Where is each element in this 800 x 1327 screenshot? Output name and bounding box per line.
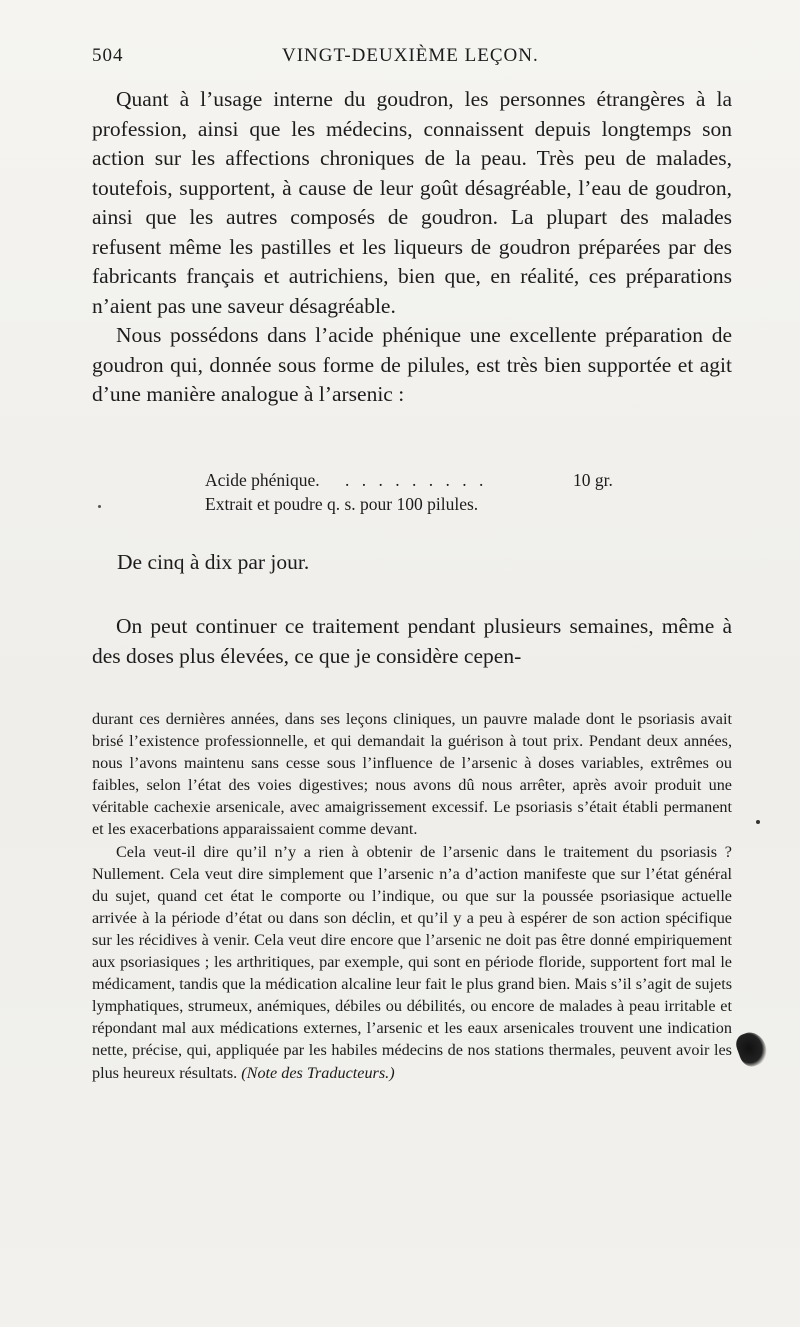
paragraph-phenic-acid: Nous possédons dans l’acide phénique une excellente préparation de goudron qui, donnée sous forme de pilules, est très bien supportée et agit d’une manière analogue à l’arsenic : <box>92 323 732 406</box>
paragraph-tar-internal-use: Quant à l’usage interne du goudron, les personnes étrangères à la profession, ainsi que les médecins, connaissent depuis longtemps son action sur les affections chroniques de la peau. Très peu de malades, toutefois, supportent, à cause de leur goût désagréable, l’eau de goudron, ainsi que les autres composés de goudron. La plupart des malades refusent même les pastilles et les liqueurs de goudron préparées par des fabricants français et autrichiens, bien que, en réalité, ces préparations n’aient pas une saveur désagréable. <box>92 87 732 318</box>
formula-quantity: 10 gr. <box>573 470 613 490</box>
page-number: 504 <box>92 45 124 66</box>
formula-leader-dots: . . . . . . . . . <box>345 470 488 490</box>
running-title: VINGT-DEUXIÈME LEÇON. <box>282 45 539 66</box>
ink-stain <box>733 1028 771 1070</box>
formula-ingredient-row <box>205 468 625 492</box>
main-text <box>92 85 732 410</box>
page-speck <box>756 820 760 824</box>
formula-ingredient: Acide phénique. <box>205 470 320 490</box>
main-text-continuation <box>92 612 732 671</box>
page-header <box>92 45 732 75</box>
footnote <box>92 708 732 1084</box>
footnote-attribution: (Note des Traducteurs.) <box>241 1063 395 1082</box>
page-speck <box>98 505 101 508</box>
dosage-line: De cinq à dix par jour. <box>117 550 310 574</box>
footnote-paragraph-2-text: Cela veut-il dire qu’il n’y a rien à obtenir de l’arsenic dans le traitement du psoriasis ? Nullement. Cela veut dire simplement que l’arsenic n’a d’action manifeste que sur l’état général du sujet, quand cet état le comporte ou l’indique, ou que sur la poussée psoriasique actuelle arrivée à la période d’état ou dans son déclin, et qu’il y a peu à espérer de son action spécifique sur les récidives à venir. Cela veut dire encore que l’arsenic ne doit pas être donné empiriquement aux psoriasiques ; les arthritiques, par exemple, qui sont en période floride, supportent fort mal le médicament, tandis que la médication alcaline leur fait le plus grand bien. Mais s’il s’agit de sujets lymphatiques, strumeux, anémiques, débiles ou débilités, ou encore de malades à peau irritable et répondant mal aux médications externes, l’arsenic et les eaux arsenicales trouvent une indication nette, précise, qui, appliquée par les habiles médecins de nos stations thermales, peuvent avoir les plus heureux résultats. <box>92 842 732 1082</box>
formula-excipient: Extrait et poudre q. s. pour 100 pilules. <box>205 494 479 514</box>
prescription-formula <box>205 468 625 516</box>
formula-excipient-row <box>205 492 625 516</box>
paragraph-treatment-duration: On peut continuer ce traitement pendant plusieurs semaines, même à des doses plus élevées, ce que je considère cepen- <box>92 614 732 668</box>
footnote-paragraph-2 <box>92 841 732 1084</box>
footnote-paragraph-1: durant ces dernières années, dans ses leçons cliniques, un pauvre malade dont le psoriasis avait brisé l’existence professionnelle, et qui demandait la guérison à tout prix. Pendant deux années, nous l’avons maintenu sans cesse sous l’influence de l’arsenic à doses variables, extrêmes ou faibles, selon l’état des voies digestives; nous avons dû nous arrêter, après avoir produit une véritable cachexie arsenicale, avec amaigrissement excessif. Le psoriasis s’était établi permanent et les exacerbations apparaissaient comme devant. <box>92 710 732 839</box>
